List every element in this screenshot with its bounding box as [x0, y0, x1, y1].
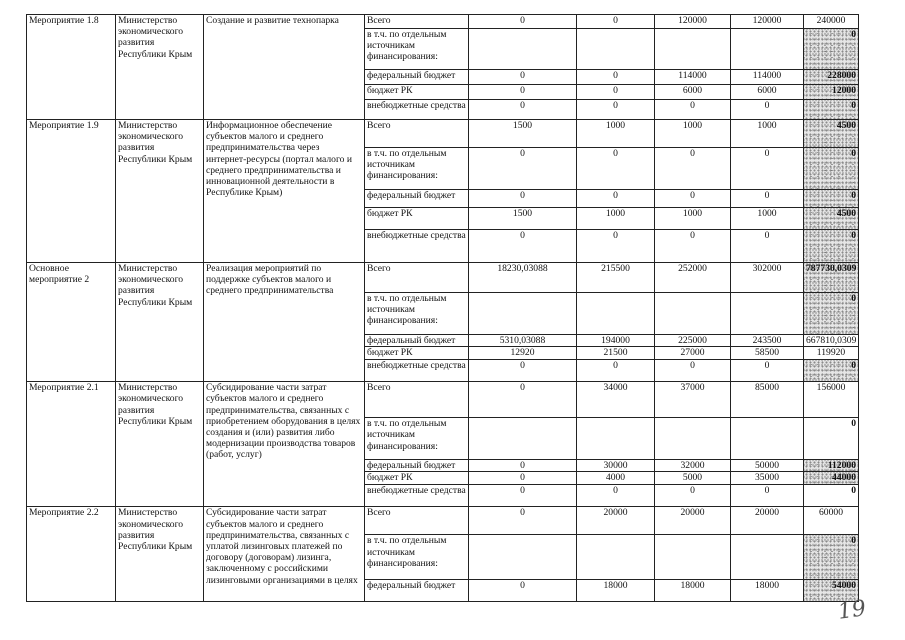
- year-value: 1000: [731, 208, 804, 230]
- year-value: 1500: [469, 120, 577, 148]
- year-value: 0: [731, 190, 804, 208]
- total-value: 0: [804, 293, 859, 335]
- year-value: [577, 29, 655, 70]
- total-value: 0: [804, 230, 859, 263]
- total-value: 0: [804, 100, 859, 120]
- document-page: [26, 14, 859, 602]
- year-value: 0: [577, 360, 655, 382]
- funding-source-label: федеральный бюджет: [365, 190, 469, 208]
- funding-source-label: Всего: [365, 120, 469, 148]
- executor-line: экономического: [118, 274, 184, 286]
- responsible-executor: [116, 382, 204, 507]
- measure-name: Мероприятие 1.8: [27, 15, 116, 120]
- table-row: [27, 15, 859, 29]
- funding-source-label: в т.ч. по отдельным источникам финансирования:: [365, 29, 469, 70]
- executor-line: Республики Крым: [118, 541, 193, 553]
- year-value: 0: [469, 148, 577, 190]
- year-value: [469, 29, 577, 70]
- measure-description: Информационное обеспечение субъектов малого и среднего предпринимательства через интернет-ресурсы (портал малого и среднего предпринимательства и инновационной деятельности в Республике Крым): [204, 120, 365, 263]
- executor-line: экономического: [118, 393, 184, 405]
- year-value: 0: [577, 190, 655, 208]
- year-value: 0: [469, 100, 577, 120]
- table-row: [27, 120, 859, 148]
- year-value: 35000: [731, 472, 804, 485]
- year-value: 0: [469, 70, 577, 85]
- funding-source-label: федеральный бюджет: [365, 70, 469, 85]
- year-value: 0: [577, 230, 655, 263]
- funding-source-label: Всего: [365, 263, 469, 293]
- executor-line: развития: [118, 285, 155, 297]
- year-value: 0: [469, 460, 577, 472]
- executor-line: Республики Крым: [118, 153, 193, 165]
- year-value: [577, 293, 655, 335]
- year-value: 0: [577, 15, 655, 29]
- total-value: 0: [804, 418, 859, 460]
- year-value: 0: [731, 485, 804, 507]
- total-value: 0: [804, 535, 859, 580]
- funding-source-label: внебюджетные средства: [365, 360, 469, 382]
- total-value: 240000: [804, 15, 859, 29]
- year-value: 114000: [731, 70, 804, 85]
- executor-line: Министерство: [118, 120, 178, 131]
- year-value: 1000: [731, 120, 804, 148]
- year-value: 5310,03088: [469, 335, 577, 347]
- year-value: 85000: [731, 382, 804, 418]
- year-value: 0: [469, 507, 577, 535]
- funding-source-label: Всего: [365, 507, 469, 535]
- year-value: 0: [577, 85, 655, 100]
- year-value: 0: [469, 85, 577, 100]
- table-row: [27, 382, 859, 418]
- executor-line: Министерство: [118, 15, 178, 26]
- executor-line: развития: [118, 529, 155, 541]
- year-value: 0: [469, 580, 577, 602]
- year-value: 0: [469, 230, 577, 263]
- year-value: 1500: [469, 208, 577, 230]
- year-value: 0: [731, 360, 804, 382]
- year-value: 6000: [731, 85, 804, 100]
- total-value: 667810,0309: [804, 335, 859, 347]
- responsible-executor: [116, 263, 204, 382]
- executor-line: Республики Крым: [118, 296, 193, 308]
- year-value: 4000: [577, 472, 655, 485]
- total-value: 4500: [804, 208, 859, 230]
- total-value: 44000: [804, 472, 859, 485]
- funding-source-label: в т.ч. по отдельным источникам финансирования:: [365, 293, 469, 335]
- year-value: 0: [655, 230, 731, 263]
- executor-line: Республики Крым: [118, 415, 193, 427]
- year-value: 0: [469, 15, 577, 29]
- measure-description: Создание и развитие технопарка: [204, 15, 365, 120]
- year-value: 0: [577, 485, 655, 507]
- year-value: 0: [655, 485, 731, 507]
- year-value: 0: [655, 190, 731, 208]
- page-number: 19: [836, 596, 868, 625]
- executor-line: развития: [118, 142, 155, 154]
- total-value: 787730,0309: [804, 263, 859, 293]
- total-value: 112000: [804, 460, 859, 472]
- year-value: 20000: [731, 507, 804, 535]
- year-value: [655, 29, 731, 70]
- year-value: 120000: [655, 15, 731, 29]
- executor-line: экономического: [118, 26, 184, 38]
- year-value: 0: [577, 148, 655, 190]
- year-value: [731, 293, 804, 335]
- year-value: 20000: [577, 507, 655, 535]
- year-value: 0: [655, 148, 731, 190]
- executor-line: экономического: [118, 518, 184, 530]
- total-value: 0: [804, 360, 859, 382]
- total-value: 12000: [804, 85, 859, 100]
- responsible-executor: [116, 507, 204, 602]
- year-value: 1000: [577, 208, 655, 230]
- year-value: [469, 293, 577, 335]
- year-value: 0: [469, 190, 577, 208]
- year-value: 0: [577, 70, 655, 85]
- funding-source-label: бюджет РК: [365, 208, 469, 230]
- year-value: 21500: [577, 347, 655, 360]
- year-value: [731, 418, 804, 460]
- year-value: [469, 418, 577, 460]
- funding-source-label: внебюджетные средства: [365, 485, 469, 507]
- total-value: 54000: [804, 580, 859, 602]
- total-value: 0: [804, 190, 859, 208]
- executor-line: Министерство: [118, 382, 178, 394]
- funding-source-label: Всего: [365, 382, 469, 418]
- year-value: 20000: [655, 507, 731, 535]
- financing-table: [26, 14, 859, 602]
- funding-source-label: в т.ч. по отдельным источникам финансирования:: [365, 148, 469, 190]
- funding-source-label: в т.ч. по отдельным источникам финансирования:: [365, 418, 469, 460]
- responsible-executor: [116, 120, 204, 263]
- year-value: 0: [469, 485, 577, 507]
- table-row: [27, 507, 859, 535]
- year-value: 252000: [655, 263, 731, 293]
- year-value: 37000: [655, 382, 731, 418]
- year-value: 18230,03088: [469, 263, 577, 293]
- year-value: [655, 535, 731, 580]
- executor-line: развития: [118, 404, 155, 416]
- year-value: 18000: [655, 580, 731, 602]
- year-value: 0: [469, 360, 577, 382]
- executor-line: Министерство: [118, 507, 178, 519]
- total-value: 228000: [804, 70, 859, 85]
- executor-line: Республики Крым: [118, 48, 193, 60]
- funding-source-label: внебюджетные средства: [365, 100, 469, 120]
- total-value: 60000: [804, 507, 859, 535]
- year-value: [655, 418, 731, 460]
- year-value: 30000: [577, 460, 655, 472]
- year-value: 243500: [731, 335, 804, 347]
- funding-source-label: бюджет РК: [365, 472, 469, 485]
- measure-name: Мероприятие 1.9: [27, 120, 116, 263]
- year-value: 1000: [655, 208, 731, 230]
- measure-name: Основное мероприятие 2: [27, 263, 116, 382]
- year-value: 5000: [655, 472, 731, 485]
- total-value: 0: [804, 148, 859, 190]
- measure-description: Субсидирование части затрат субъектов малого и среднего предпринимательства, связанных с приобретением оборудования в целях создания и (или) развития либо модернизации производства товаров (работ, услуг): [204, 382, 365, 507]
- measure-name: Мероприятие 2.2: [27, 507, 116, 602]
- year-value: 6000: [655, 85, 731, 100]
- total-value: 119920: [804, 347, 859, 360]
- executor-line: Министерство: [118, 263, 178, 274]
- total-value: 0: [804, 485, 859, 507]
- year-value: 50000: [731, 460, 804, 472]
- year-value: 18000: [731, 580, 804, 602]
- responsible-executor: [116, 15, 204, 120]
- year-value: 0: [655, 360, 731, 382]
- year-value: 120000: [731, 15, 804, 29]
- year-value: 0: [731, 148, 804, 190]
- year-value: [731, 29, 804, 70]
- year-value: 0: [577, 100, 655, 120]
- measure-description: Реализация мероприятий по поддержке субъектов малого и среднего предпринимательства: [204, 263, 365, 382]
- year-value: 215500: [577, 263, 655, 293]
- funding-source-label: Всего: [365, 15, 469, 29]
- funding-source-label: в т.ч. по отдельным источникам финансирования:: [365, 535, 469, 580]
- year-value: 0: [655, 100, 731, 120]
- year-value: [469, 535, 577, 580]
- year-value: 18000: [577, 580, 655, 602]
- funding-source-label: внебюджетные средства: [365, 230, 469, 263]
- year-value: 0: [469, 382, 577, 418]
- year-value: 0: [731, 100, 804, 120]
- year-value: 12920: [469, 347, 577, 360]
- funding-source-label: бюджет РК: [365, 85, 469, 100]
- table-body: [27, 15, 859, 602]
- year-value: [655, 293, 731, 335]
- table-row: [27, 263, 859, 293]
- year-value: 225000: [655, 335, 731, 347]
- year-value: 1000: [577, 120, 655, 148]
- year-value: 0: [731, 230, 804, 263]
- measure-description: Субсидирование части затрат субъектов малого и среднего предпринимательства, связанных с уплатой лизинговых платежей по договору (договорам) лизинга, заключенному с российскими лизинговыми организациями в целях: [204, 507, 365, 602]
- year-value: 34000: [577, 382, 655, 418]
- year-value: [731, 535, 804, 580]
- funding-source-label: федеральный бюджет: [365, 460, 469, 472]
- executor-line: развития: [118, 37, 155, 49]
- year-value: 302000: [731, 263, 804, 293]
- funding-source-label: федеральный бюджет: [365, 335, 469, 347]
- year-value: [577, 418, 655, 460]
- total-value: 0: [804, 29, 859, 70]
- year-value: [577, 535, 655, 580]
- executor-line: экономического: [118, 131, 184, 143]
- measure-name: Мероприятие 2.1: [27, 382, 116, 507]
- year-value: 27000: [655, 347, 731, 360]
- year-value: 58500: [731, 347, 804, 360]
- funding-source-label: федеральный бюджет: [365, 580, 469, 602]
- year-value: 0: [469, 472, 577, 485]
- year-value: 1000: [655, 120, 731, 148]
- funding-source-label: бюджет РК: [365, 347, 469, 360]
- year-value: 194000: [577, 335, 655, 347]
- year-value: 114000: [655, 70, 731, 85]
- year-value: 32000: [655, 460, 731, 472]
- total-value: 156000: [804, 382, 859, 418]
- total-value: 4500: [804, 120, 859, 148]
